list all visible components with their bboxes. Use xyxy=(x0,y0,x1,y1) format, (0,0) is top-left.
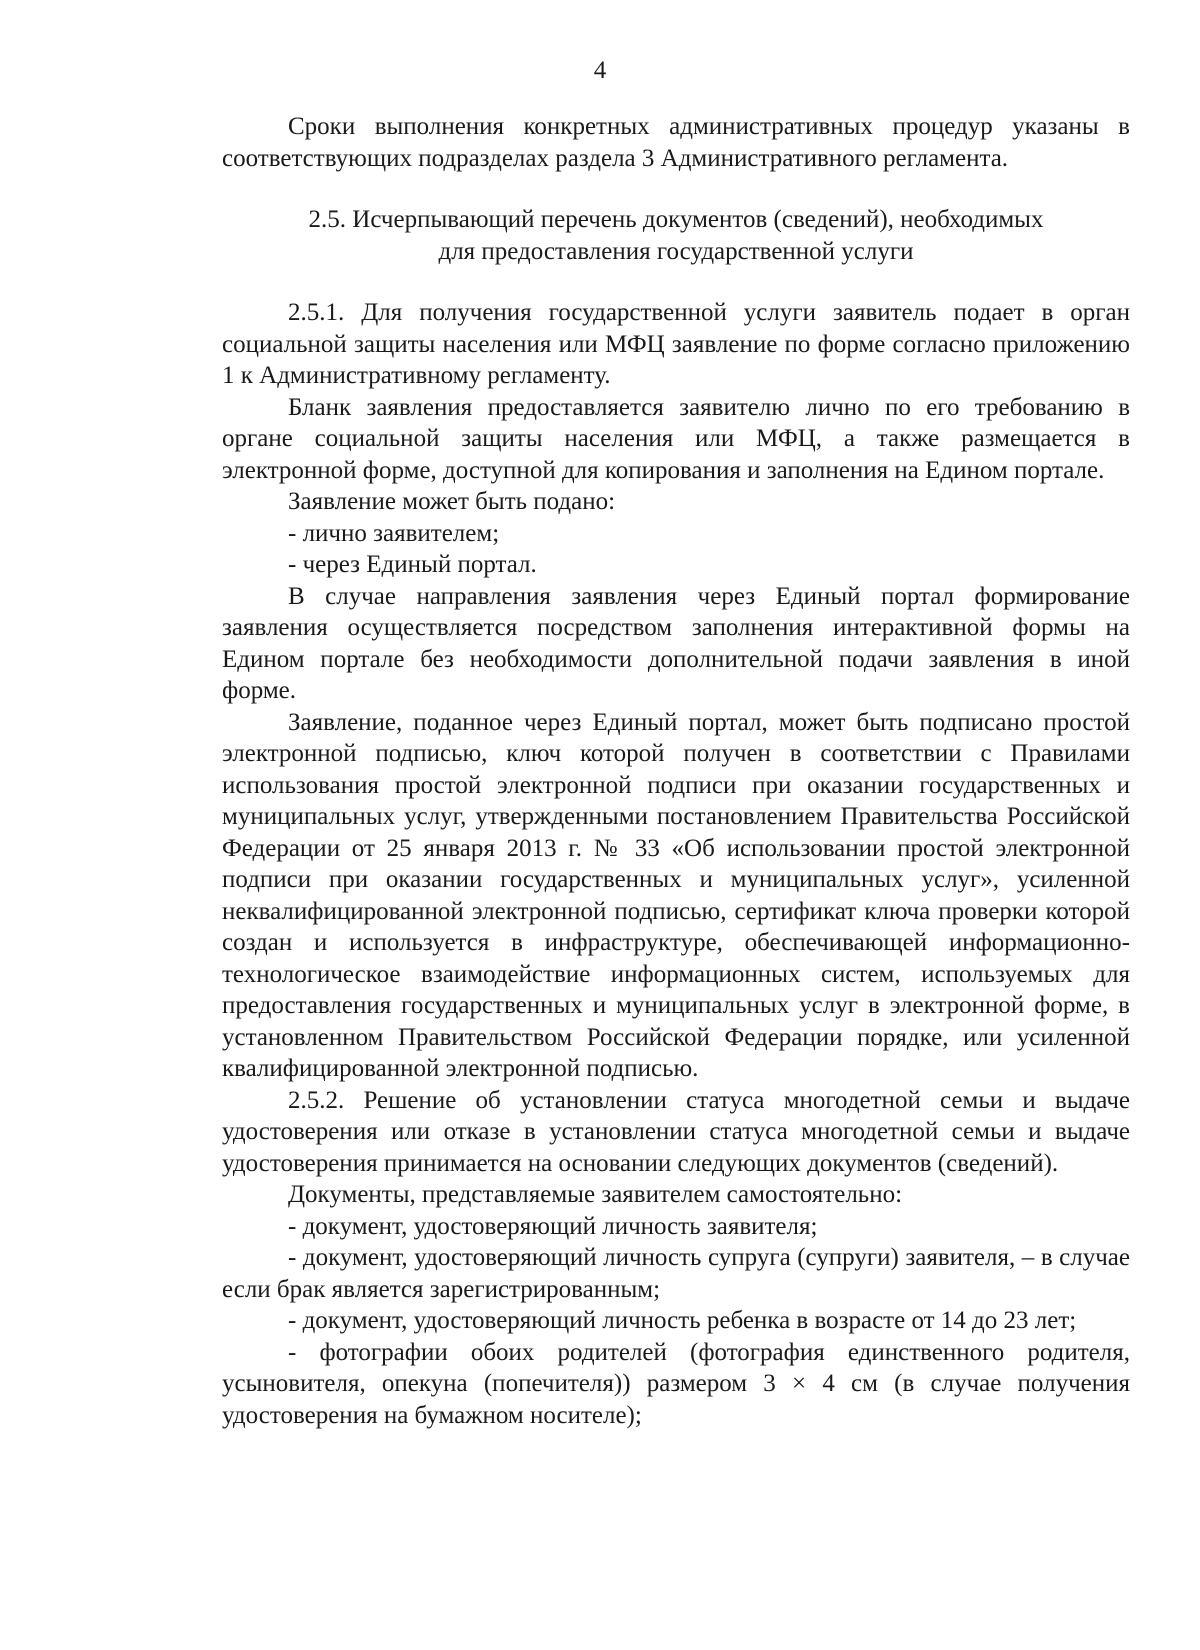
list-item-photos: - фотографии обоих родителей (фотография единственного родителя, усыновителя, опекуна (попечителя)) размером 3 × 4 см (в случае получения удостоверения на бумажном носителе); xyxy=(222,1338,1130,1429)
document-body xyxy=(222,111,1130,1431)
list-item-child-id: - документ, удостоверяющий личность ребенка в возрасте от 14 до 23 лет; xyxy=(288,1307,1077,1334)
paragraph-electronic-signature: Заявление, поданное через Единый портал, может быть подписано простой электронной подписью, ключ которой получен в соответствии с Правилами использования простой электронной подписи при оказании государственных и муниципальных услуг, утвержденными постановлением Правительства Российской Федерации от 25 января 2013 г. № 33 «Об использовании простой электронной подписи при оказании государственных и муниципальных услуг», усиленной неквалифицированной электронной подписью, сертификат ключа проверки которой создан и используется в инфраструктуре, обеспечивающей информационно-технологическое взаимодействие информационных систем, используемых для предоставления государственных и муниципальных услуг в электронной форме, в установленном Правительством Российской Федерации порядке, или усиленной квалифицированной электронной подписью. xyxy=(222,708,1130,1082)
list-item-in-person: - лично заявителем; xyxy=(288,519,500,547)
paragraph-2-5-2: 2.5.2. Решение об установлении статуса многодетной семьи и выдаче удостоверения или отказе в установлении статуса многодетной семьи и выдаче удостоверения принимается на основании следующих документов (сведений). xyxy=(222,1086,1130,1177)
section-heading-line-2: для предоставления государственной услуги xyxy=(438,237,914,265)
page-number: 4 xyxy=(593,57,607,84)
list-item-portal: - через Единый портал. xyxy=(288,551,537,578)
list-item-applicant-id: - документ, удостоверяющий личность заявителя; xyxy=(288,1212,818,1240)
section-heading-2-5 xyxy=(222,204,1130,267)
paragraph-application-form: Бланк заявления предоставляется заявителю лично по его требованию в органе социальной защиты населения или МФЦ, а также размещается в электронной форме, доступной для копирования и заполнения на Едином портале. xyxy=(222,393,1130,484)
paragraph-portal-submission: В случае направления заявления через Единый портал формирование заявления осуществляется посредством заполнения интерактивной формы на Едином портале без необходимости дополнительной подачи заявления в иной форме. xyxy=(222,582,1130,704)
paragraph-deadlines: Сроки выполнения конкретных административных процедур указаны в соответствующих подразделах раздела 3 Административного регламента. xyxy=(222,113,1130,172)
paragraph-submission-ways: Заявление может быть подано: xyxy=(288,488,616,515)
list-item-spouse-id: - документ, удостоверяющий личность супруга (супруги) заявителя, – в случае если брак является зарегистрированным; xyxy=(222,1244,1130,1303)
paragraph-applicant-documents: Документы, представляемые заявителем самостоятельно: xyxy=(288,1181,903,1208)
section-heading-line-1: 2.5. Исчерпывающий перечень документов (сведений), необходимых xyxy=(308,206,1044,233)
paragraph-2-5-1: 2.5.1. Для получения государственной услуги заявитель подает в орган социальной защиты населения или МФЦ заявление по форме согласно приложению 1 к Административному регламенту. xyxy=(222,299,1130,389)
